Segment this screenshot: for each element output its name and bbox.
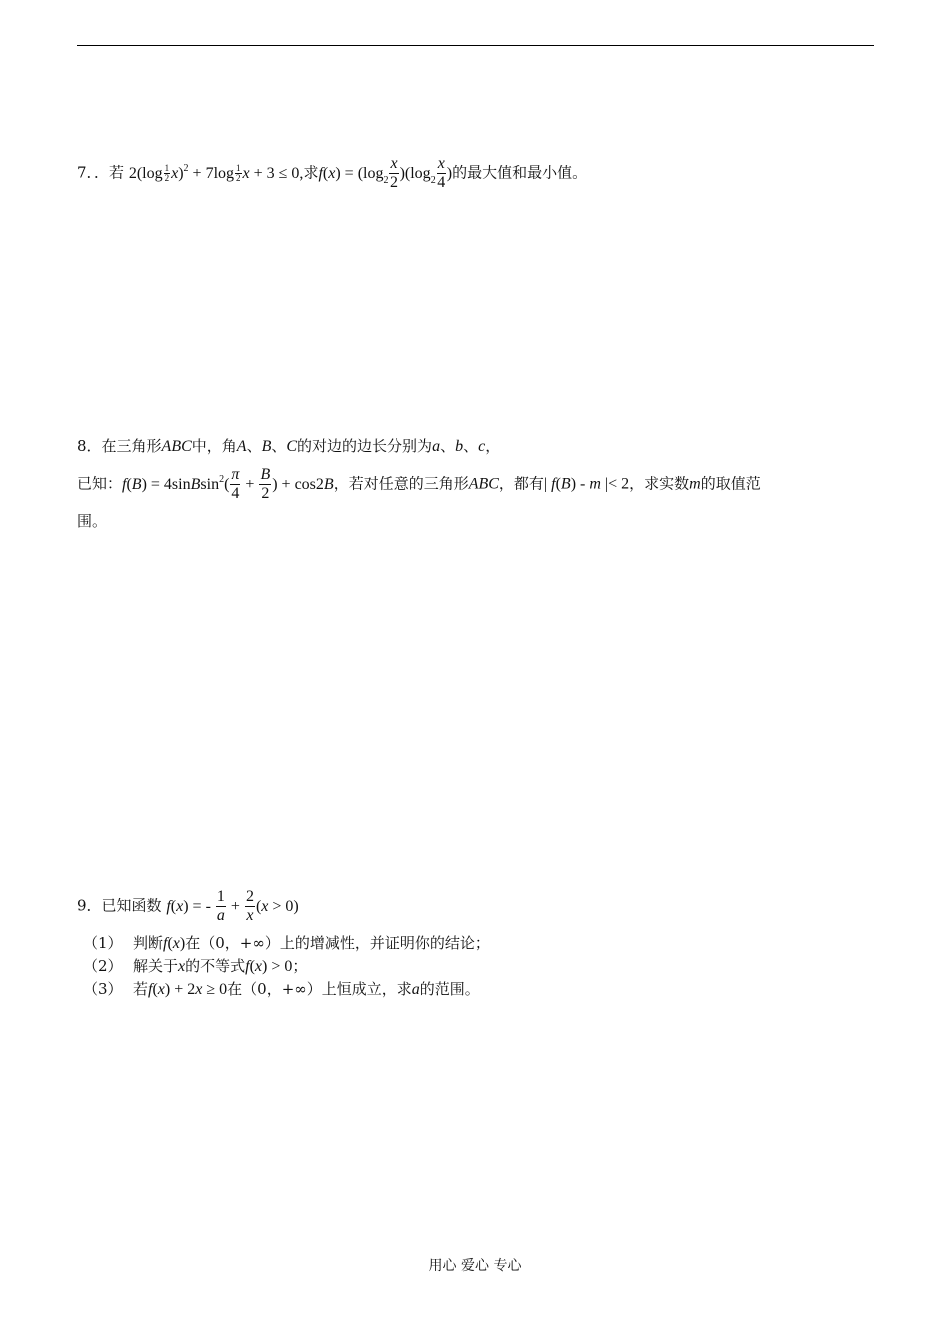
item-text: 判断 xyxy=(133,934,164,952)
fx-inequality: f(x) + 2x ≥ 0 xyxy=(148,981,228,998)
item-label: （1） xyxy=(83,934,123,952)
q8-text: ，求实数 xyxy=(629,474,690,493)
question-8-line-1 xyxy=(77,439,500,455)
side-c: c xyxy=(478,438,486,455)
q8-text: 的对边的边长分别为 xyxy=(297,437,433,455)
fx: f(x) xyxy=(163,935,186,952)
q9-number: 9．已知函数 xyxy=(77,896,162,915)
item-text: 解关于 xyxy=(133,957,179,975)
q8-function: f(B) = 4sinBsin$^2$( $\frac{\pi}{4}$ + $\frac{B}{2}$ ) + cos2B xyxy=(122,466,334,503)
item-text: 在（0，+∞）上恒成立，求 xyxy=(227,980,412,998)
item-label: （2） xyxy=(83,957,123,975)
question-9 xyxy=(77,888,299,926)
q7-number: 7．．若 xyxy=(77,163,125,182)
q8-inequality: | f(B) - m |< 2 xyxy=(543,475,630,493)
item-text: 若 xyxy=(133,980,149,998)
question-8-line-2 xyxy=(77,466,761,504)
q8-text: 围。 xyxy=(77,512,108,530)
q9-function: f(x) = - $\frac{1}{a}$ + $\frac{2}{x}$ (x > 0) xyxy=(166,888,299,925)
angle-a: A xyxy=(236,438,247,455)
q7-condition: 2(log $\frac{1}{2}$ x)$^2$ + 7log $\frac{1}{2}$ x + 3 ≤ 0, xyxy=(128,162,304,184)
page-footer xyxy=(0,1259,950,1273)
angle-c: C xyxy=(286,438,298,455)
side-a: a xyxy=(432,438,441,455)
item-text: 的范围。 xyxy=(419,980,480,998)
q8-text: ，若对任意的三角形 xyxy=(333,474,469,493)
var-a: a xyxy=(411,981,420,998)
q8-abc: ABC xyxy=(161,438,192,455)
item-text: 在（0，+∞）上的增减性，并证明你的结论； xyxy=(185,934,490,952)
q8-number: 8．在三角形 xyxy=(77,437,162,455)
sep: 、 xyxy=(271,437,287,455)
sep: 、 xyxy=(246,437,262,455)
q7-function: $f(x) = (\log_2$ $\frac{x}{2}$ )($\log_2$ $\frac{x}{4}$ ) xyxy=(318,155,453,192)
sep: 、 xyxy=(440,437,456,455)
item-text: ； xyxy=(292,957,308,975)
var-x: x xyxy=(178,958,186,975)
q8-text: 中，角 xyxy=(191,437,237,455)
q8-text: ，都有 xyxy=(498,474,544,493)
q9-item-1 xyxy=(83,932,490,953)
item-text: 的不等式 xyxy=(185,957,246,975)
q9-item-2 xyxy=(83,955,307,976)
fx-inequality: f(x) > 0 xyxy=(245,958,293,975)
q9-item-3 xyxy=(83,978,480,999)
q8-abc: ABC xyxy=(468,475,499,493)
comma: ， xyxy=(485,437,501,455)
item-label: （3） xyxy=(83,980,123,998)
q7-text-b: 的最大值和最小值。 xyxy=(452,163,588,182)
q8-known: 已知： xyxy=(77,474,123,493)
side-b: b xyxy=(455,438,464,455)
q8-text: 的取值范 xyxy=(700,474,761,493)
q8-m: m xyxy=(689,475,701,493)
header-rule xyxy=(77,45,874,46)
angle-b: B xyxy=(261,438,272,455)
q7-text-a: 求 xyxy=(303,163,319,182)
question-7 xyxy=(77,155,587,193)
question-8-line-3 xyxy=(77,514,107,529)
footer-text: 用心 爱心 专心 xyxy=(428,1258,522,1274)
sep: 、 xyxy=(463,437,479,455)
